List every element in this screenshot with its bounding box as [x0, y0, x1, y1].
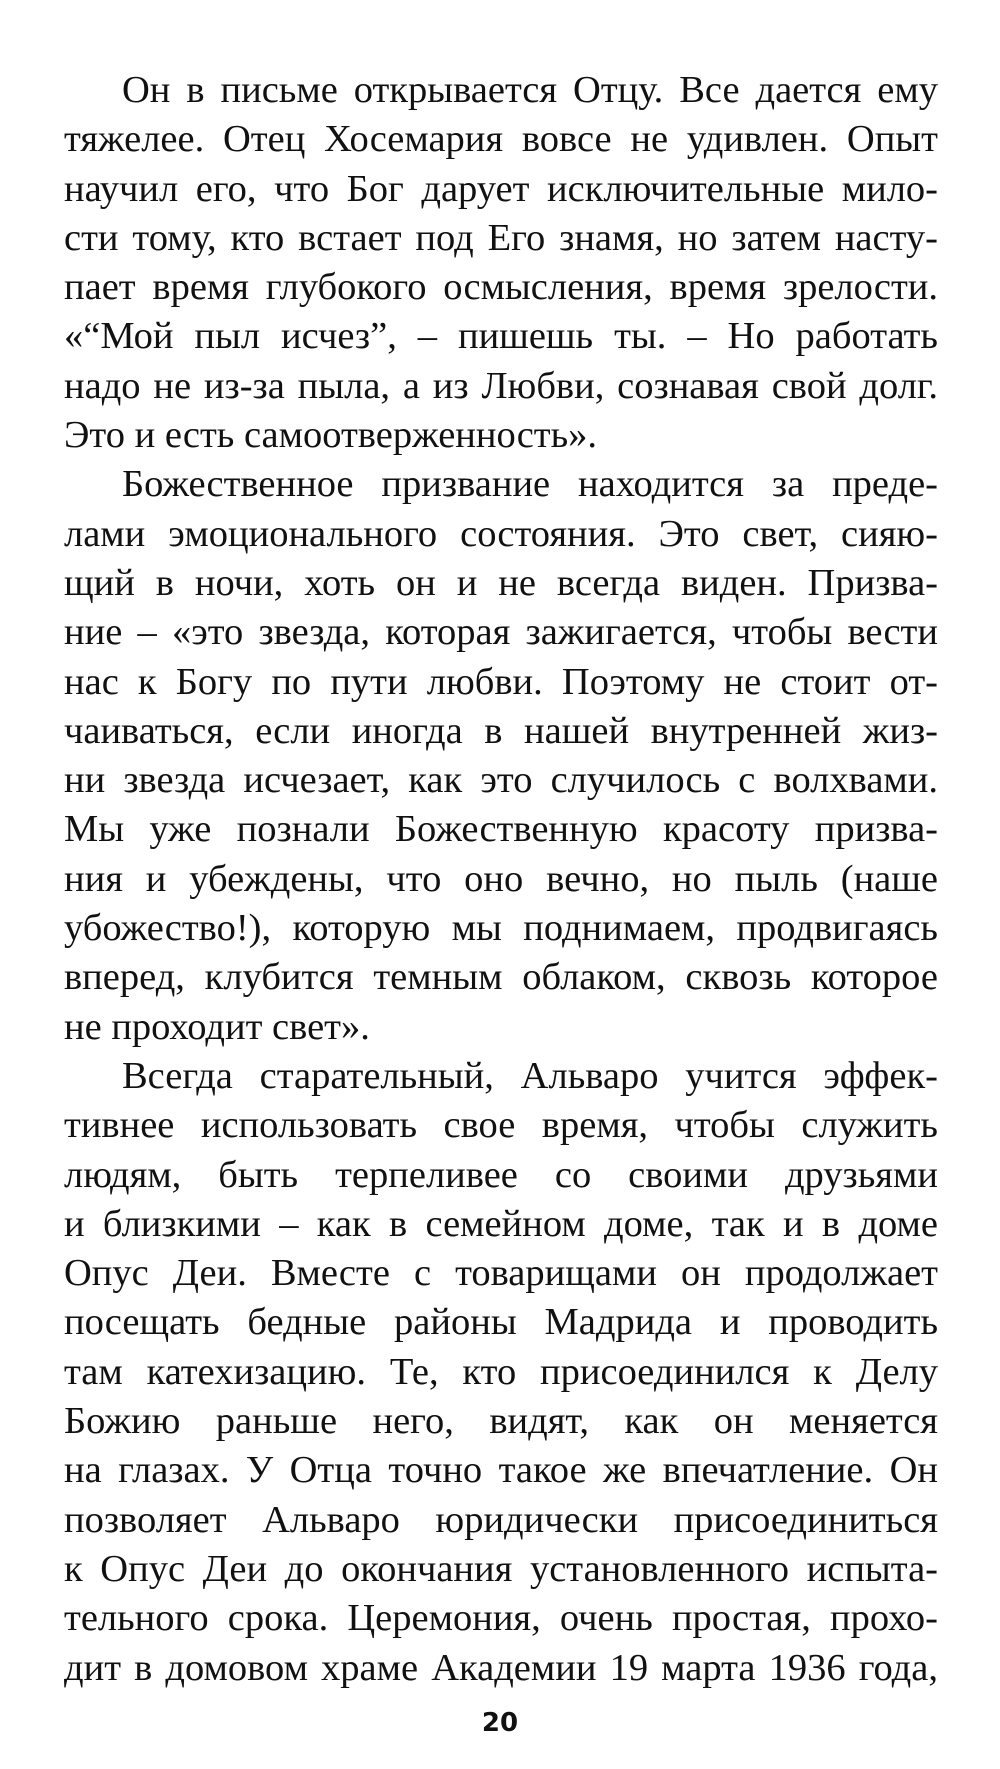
- text-line: людям, быть терпеливее со своими друзьями: [64, 1153, 938, 1196]
- text-line: тивнее использовать свое время, чтобы служить: [64, 1104, 938, 1147]
- text-line: к Опус Деи до окончания установленного испыта-: [64, 1547, 938, 1590]
- text-line: чаиваться, если иногда в нашей внутренней жиз-: [64, 709, 938, 752]
- body-text: [64, 66, 938, 1693]
- text-line: тельного срока. Церемония, очень простая, прохо-: [64, 1597, 938, 1640]
- text-line: ния и убеждены, что оно вечно, но пыль (наше: [64, 857, 938, 900]
- text-line: позволяет Альваро юридически присоединиться: [64, 1498, 938, 1541]
- text-line: посещать бедные районы Мадрида и проводить: [64, 1301, 938, 1344]
- text-line: ни звезда исчезает, как это случилось с волхвами.: [64, 759, 938, 802]
- text-line: ние – «это звезда, которая зажигается, чтобы вести: [64, 611, 938, 654]
- text-line: тяжелее. Отец Хосемария вовсе не удивлен. Опыт: [64, 118, 938, 161]
- text-line: Божественное призвание находится за преде-: [122, 463, 938, 506]
- text-line: дит в домовом храме Академии 19 марта 1936 года,: [64, 1646, 938, 1689]
- text-line: Мы уже познали Божественную красоту призва-: [64, 808, 938, 851]
- paragraph-1: [64, 66, 938, 460]
- text-line: нас к Богу по пути любви. Поэтому не стоит от-: [64, 660, 938, 703]
- text-line: пает время глубокого осмысления, время зрелости.: [64, 266, 938, 309]
- text-line: Всегда старательный, Альваро учится эффек-: [122, 1054, 938, 1097]
- paragraph-2: [64, 460, 938, 1052]
- paragraph-3: [64, 1052, 938, 1693]
- text-line: убожество!), которую мы поднимаем, продвигаясь: [64, 907, 938, 950]
- text-line: на глазах. У Отца точно такое же впечатление. Он: [64, 1449, 938, 1492]
- text-line: Он в письме открывается Отцу. Все дается ему: [122, 69, 938, 111]
- text-line: надо не из-за пыла, а из Любви, сознавая свой долг.: [64, 364, 938, 407]
- text-line: лами эмоционального состояния. Это свет, сияю-: [64, 512, 938, 555]
- text-line: Это и есть самоотверженность».: [64, 414, 598, 457]
- text-line: научил его, что Бог дарует исключительные мило-: [64, 167, 938, 210]
- text-line: там катехизацию. Те, кто присоединился к Делу: [64, 1350, 938, 1393]
- text-line: вперед, клубится темным облаком, сквозь которое: [64, 956, 938, 999]
- text-line: не проходит свет».: [64, 1005, 370, 1048]
- text-line: щий в ночи, хоть он и не всегда виден. Призва-: [64, 561, 938, 604]
- text-line: «“Мой пыл исчез”, – пишешь ты. – Но работать: [64, 315, 938, 358]
- text-line: Опус Деи. Вместе с товарищами он продолжает: [64, 1252, 938, 1295]
- page-number: 20: [481, 1708, 519, 1738]
- text-line: Божию раньше него, видят, как он меняется: [64, 1400, 938, 1443]
- text-line: и близкими – как в семейном доме, так и в доме: [64, 1202, 938, 1245]
- text-line: сти тому, кто встает под Его знамя, но затем насту-: [64, 216, 938, 259]
